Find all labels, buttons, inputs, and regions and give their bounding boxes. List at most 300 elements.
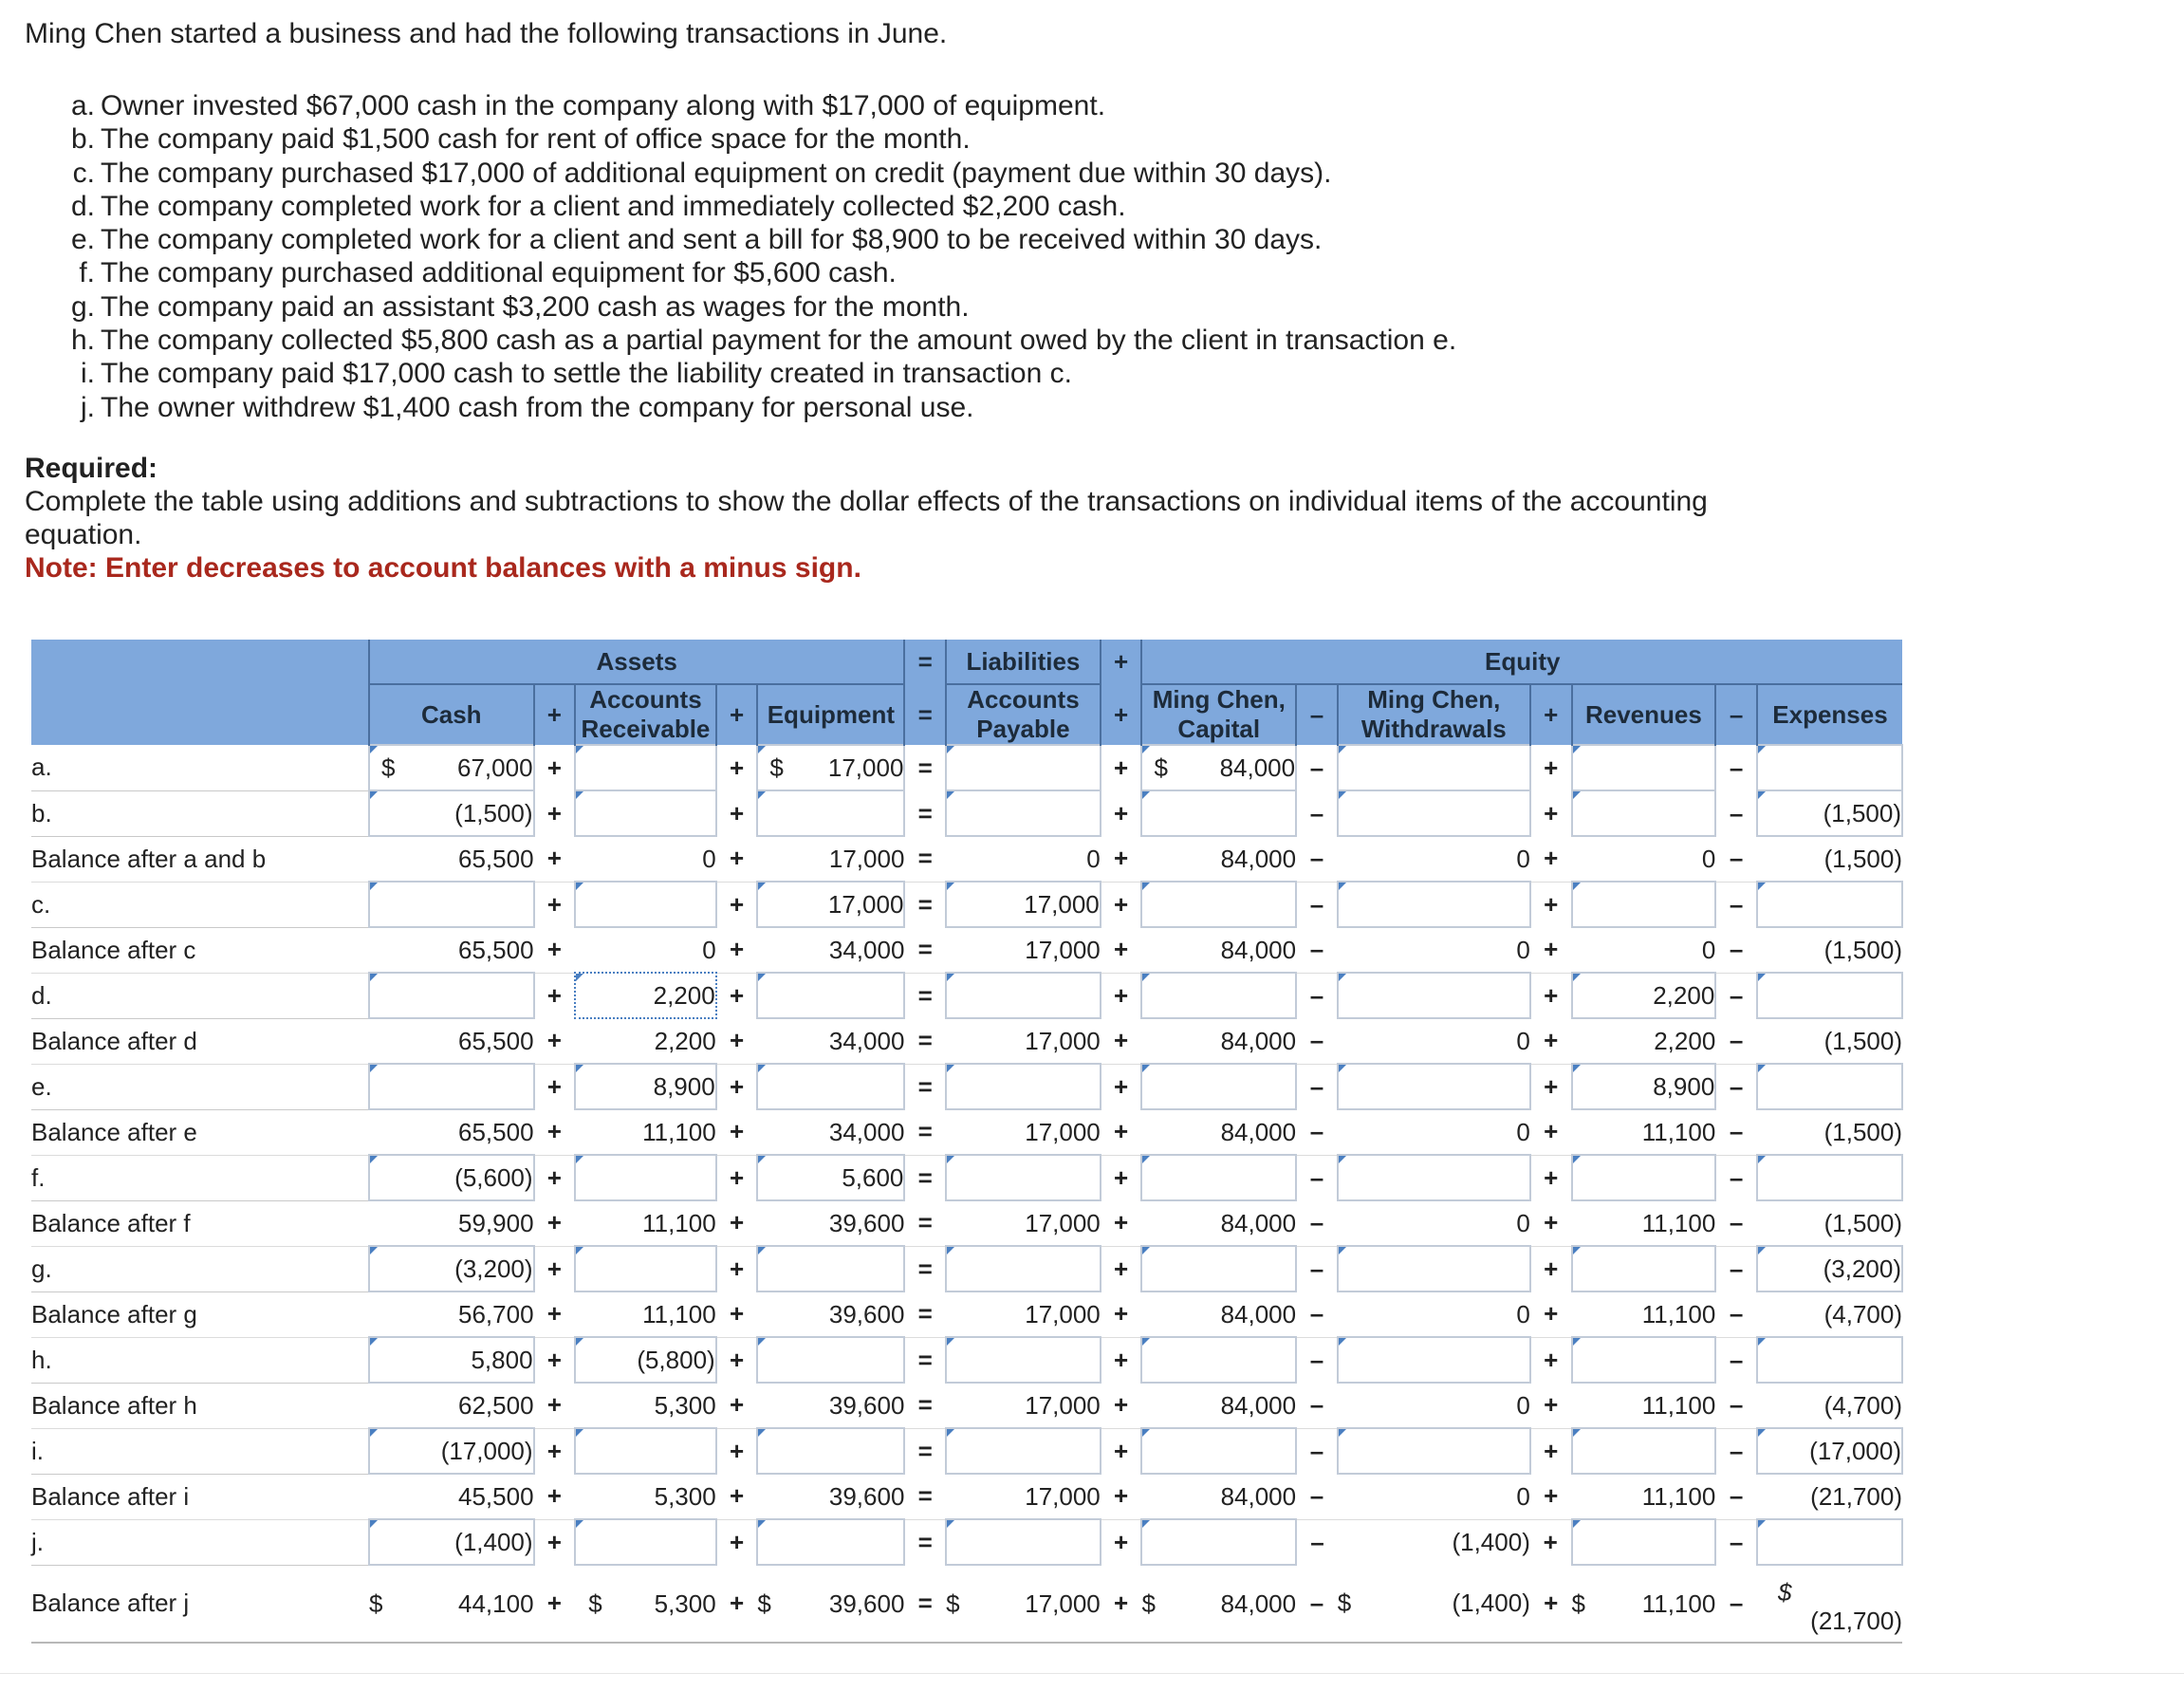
cell-ap-input[interactable] [946,973,1101,1018]
cell-eqp-input[interactable] [757,973,904,1018]
equals-symbol: = [904,1200,946,1246]
plus-symbol: + [546,1345,562,1374]
cell-expenses[interactable] [1757,973,1902,1018]
cell-ap-input[interactable] [946,745,1101,790]
cell-accounts-receivable [575,927,715,973]
header-blank [31,640,369,745]
plus-symbol: + [1530,836,1572,882]
minus-symbol: – [1309,980,1324,1010]
plus-symbol: + [1114,1162,1129,1192]
cell-currency [369,1018,408,1064]
cell-currency [1572,1474,1611,1519]
transaction-text: The company purchased $17,000 of additional equipment on credit (payment due within 30 days). [101,157,1332,189]
row-label: Balance after i [31,1474,369,1519]
plus-symbol: + [1114,1436,1129,1465]
cell-currency [946,1383,981,1428]
cell-accounts-receivable[interactable] [575,973,715,1018]
required-title: Required: [25,453,158,484]
cell-ap: 17,000 [981,1383,1101,1428]
cell-cash: 59,900 [408,1200,533,1246]
cell-currency [1141,1109,1180,1155]
transaction-letter: e. [70,224,95,256]
transaction-text: The company completed work for a client and immediately collected $2,200 cash. [101,190,1126,222]
col-ap-line1: Accounts [967,685,1080,714]
minus-symbol: – [1310,1527,1324,1556]
cell-expenses[interactable] [1757,1519,1902,1565]
cell-rev-input[interactable] [1572,745,1716,790]
cell-cash: 44,100 [408,1565,533,1643]
minus-symbol: – [1296,836,1338,882]
cell-rev: 11,100 [1611,1565,1715,1643]
plus-symbol: + [1114,1345,1129,1374]
plus-symbol: + [1114,753,1129,782]
cell-eqp: 34,000 [797,1018,905,1064]
plus-symbol: + [716,1474,758,1519]
cell-wd-input[interactable] [1338,790,1530,836]
plus-symbol: + [716,927,758,973]
cell-value: (3,200) [454,1254,533,1283]
cell-currency: $ [1338,1565,1381,1643]
row-label: j. [31,1519,369,1565]
plus-symbol: + [1101,836,1142,882]
equals-symbol: = [917,1345,933,1374]
plus-symbol: + [1543,1527,1558,1556]
cell-value: (5,600) [454,1162,533,1192]
cell-accounts-receivable [575,1383,715,1428]
transaction-item [66,89,1456,122]
plus-symbol: + [1114,980,1129,1010]
cell-value: 11,100 [642,1208,716,1237]
cell-currency: $ [946,1565,981,1643]
col-minus: – [1715,684,1757,745]
plus-symbol: + [1101,1291,1142,1337]
cell-cash-input[interactable] [369,790,534,836]
plus-symbol: + [1544,1071,1559,1101]
cell-expenses[interactable] [1757,1428,1902,1474]
cell-ap-input[interactable] [946,1428,1101,1474]
row-label: c. [31,882,369,927]
cell-expenses[interactable] [1757,790,1902,836]
table-row [31,1246,1902,1291]
transaction-letter: h. [70,325,95,357]
cell-cap: 84,000 [1181,1383,1296,1428]
table-row [31,1155,1902,1200]
cell-accounts-receivable [575,1565,715,1643]
equals-symbol: = [917,980,933,1010]
minus-symbol: – [1729,1345,1744,1374]
cell-value: 5,300 [654,1390,716,1420]
cell-cash: 62,500 [408,1383,533,1428]
transaction-item [66,391,1456,424]
cell-value: (5,800) [637,1345,715,1374]
plus-symbol: + [1114,798,1129,827]
cell-currency [1338,836,1381,882]
cell-currency [1338,1109,1381,1155]
col-revenues: Revenues [1572,684,1716,745]
plus-symbol: + [1101,927,1142,973]
plus-symbol: + [1544,798,1559,827]
equals-symbol: = [904,1018,946,1064]
currency-symbol: $ [1154,753,1168,782]
minus-symbol: – [1715,1291,1757,1337]
cell-currency [1572,836,1611,882]
cell-accounts-receivable[interactable] [575,1155,715,1200]
cell-expenses[interactable] [1757,1064,1902,1109]
cell-cap-input[interactable] [1141,1155,1296,1200]
cell-expenses [1757,836,1902,882]
cell-currency [946,1018,981,1064]
cell-currency [757,836,796,882]
cell-cash-input[interactable] [369,1428,534,1474]
row-label: Balance after d [31,1018,369,1064]
cell-currency [1141,927,1180,973]
plus-symbol: + [716,1109,758,1155]
cell-eqp-input[interactable] [757,882,904,927]
cell-eqp: 39,600 [797,1291,905,1337]
cell-accounts-receivable[interactable] [575,1428,715,1474]
col-minus: – [1296,684,1338,745]
cell-currency [369,1200,408,1246]
minus-symbol: – [1729,1162,1744,1192]
cell-ap-input[interactable] [946,1519,1101,1565]
cell-currency [1141,1291,1180,1337]
cell-eqp-input[interactable] [757,745,904,790]
row-label: h. [31,1337,369,1383]
equals-symbol: = [917,1162,933,1192]
currency-symbol: $ [1777,1578,1792,1607]
cell-wd-input[interactable] [1338,745,1530,790]
cell-expenses [1757,1291,1902,1337]
plus-symbol: + [1544,1254,1559,1283]
cell-currency [369,927,408,973]
plus-symbol: + [546,753,562,782]
cell-cap-input[interactable] [1141,1428,1296,1474]
cell-rev-input[interactable] [1572,1337,1716,1383]
cell-cash: 45,500 [408,1474,533,1519]
table-row [31,745,1902,790]
cell-currency [1572,1200,1611,1246]
cell-value: 8,900 [653,1071,715,1101]
col-cap-line1: Ming Chen, [1152,685,1286,714]
table-row [31,927,1902,973]
cell-accounts-receivable [575,836,715,882]
minus-symbol: – [1309,753,1324,782]
plus-symbol: + [534,927,576,973]
cell-wd-input[interactable] [1338,1155,1530,1200]
cell-eqp-input[interactable] [757,1519,904,1565]
minus-symbol: – [1309,889,1324,919]
cell-cap-input[interactable] [1141,790,1296,836]
cell-eqp: 39,600 [797,1474,905,1519]
cell-currency [1338,1519,1381,1565]
equals-symbol: = [917,1436,933,1465]
cell-cap-input[interactable] [1141,1337,1296,1383]
cell-cash-input[interactable] [369,973,534,1018]
transaction-item [66,357,1456,390]
plus-symbol: + [534,1291,576,1337]
cell-wd: (1,400) [1381,1565,1530,1643]
cell-ap: 17,000 [981,1018,1101,1064]
cell-wd: 0 [1381,1383,1530,1428]
cell-eqp-input[interactable] [757,1155,904,1200]
plus-symbol: + [1530,1474,1572,1519]
minus-symbol: – [1729,1071,1744,1101]
cell-rev-input[interactable] [1572,1155,1716,1200]
col-equipment: Equipment [757,684,904,745]
cell-expenses [1757,1018,1902,1064]
cell-currency [946,1291,981,1337]
cell-accounts-receivable[interactable] [575,882,715,927]
minus-symbol: – [1729,1436,1744,1465]
equals-symbol: = [917,889,933,919]
cell-wd: 0 [1381,1018,1530,1064]
row-label: Balance after a and b [31,836,369,882]
plus-symbol: + [546,1071,562,1101]
minus-symbol: – [1309,798,1324,827]
row-label: Balance after e [31,1109,369,1155]
row-label: d. [31,973,369,1018]
cell-rev: 11,100 [1611,1200,1715,1246]
plus-symbol: + [546,1254,562,1283]
col-withdrawals [1338,684,1530,745]
header-equity: Equity [1141,640,1902,684]
cell-cap-input[interactable] [1141,745,1296,790]
cell-currency: $ [1141,1565,1180,1643]
table-row [31,836,1902,882]
plus-symbol: + [729,1436,745,1465]
header-group-row [31,640,1902,684]
transaction-list [66,89,1456,424]
cell-cash: 65,500 [408,1109,533,1155]
cell-value: 5,300 [654,1589,716,1618]
cell-cash-input[interactable] [369,745,534,790]
minus-symbol: – [1715,1018,1757,1064]
transaction-text: The company paid $17,000 cash to settle the liability created in transaction c. [101,358,1072,390]
cell-cap-input[interactable] [1141,973,1296,1018]
cell-rev-input[interactable] [1572,1246,1716,1291]
plus-symbol: + [729,1071,745,1101]
minus-symbol: – [1715,836,1757,882]
cell-wd-input[interactable] [1338,1337,1530,1383]
cell-rev-input[interactable] [1572,1064,1716,1109]
cell-expenses[interactable] [1757,1246,1902,1291]
cell-ap-input[interactable] [946,1246,1101,1291]
cell-value: (17,000) [440,1436,533,1465]
cell-currency [369,1109,408,1155]
cell-currency [1572,1109,1611,1155]
plus-symbol: + [1101,1565,1142,1643]
table-row [31,1474,1902,1519]
plus-symbol: + [546,798,562,827]
cell-cap-input[interactable] [1141,1519,1296,1565]
cell-wd: 0 [1381,1200,1530,1246]
row-label: Balance after h [31,1383,369,1428]
cell-value: 2,200 [653,980,715,1010]
cell-rev: 11,100 [1611,1109,1715,1155]
cell-ap-input[interactable] [946,1155,1101,1200]
cell-accounts-receivable[interactable] [575,745,715,790]
cell-expenses [1757,1383,1902,1428]
cell-rev-input[interactable] [1572,1428,1716,1474]
cell-cash-input[interactable] [369,1337,534,1383]
cell-accounts-receivable [575,1018,715,1064]
minus-symbol: – [1729,980,1744,1010]
col-plus: + [1101,684,1142,745]
cell-rev-input[interactable] [1572,973,1716,1018]
cell-cap: 84,000 [1181,1018,1296,1064]
transaction-text: Owner invested $67,000 cash in the company along with $17,000 of equipment. [101,90,1106,121]
equals-symbol: = [904,836,946,882]
cell-ap-input[interactable] [946,790,1101,836]
minus-symbol: – [1309,1162,1324,1192]
cell-rev-input[interactable] [1572,882,1716,927]
currency-symbol: $ [380,753,396,782]
cell-expenses [1757,1474,1902,1519]
cell-ap-input[interactable] [946,1064,1101,1109]
cell-accounts-receivable[interactable] [575,1519,715,1565]
transaction-item [66,157,1456,190]
cell-expenses[interactable] [1757,745,1902,790]
cell-eqp-input[interactable] [757,1428,904,1474]
cell-ap-input[interactable] [946,882,1101,927]
cell-eqp-input[interactable] [757,1246,904,1291]
cell-currency [946,1474,981,1519]
cell-rev: 11,100 [1611,1291,1715,1337]
cell-eqp-input[interactable] [757,1337,904,1383]
cell-wd-input[interactable] [1338,1428,1530,1474]
cell-cash-input[interactable] [369,1246,534,1291]
cell-cash: 56,700 [408,1291,533,1337]
cell-value: 5,800 [471,1345,533,1374]
cell-eqp: 39,600 [797,1200,905,1246]
col-accounts-receivable [575,684,715,745]
equals-symbol: = [904,1291,946,1337]
cell-value: (1,400) [454,1527,533,1556]
cell-accounts-receivable[interactable] [575,1064,715,1109]
minus-symbol: – [1715,927,1757,973]
cell-rev: 11,100 [1611,1383,1715,1428]
plus-symbol: + [546,1436,562,1465]
cell-cash-input[interactable] [369,1519,534,1565]
plus-symbol: + [1114,1254,1129,1283]
cell-cash-input[interactable] [369,1155,534,1200]
plus-symbol: + [1530,1200,1572,1246]
cell-expenses[interactable] [1757,882,1902,927]
cell-value: (3,200) [1823,1254,1901,1283]
cell-value: (1,500) [1823,844,1902,873]
row-label: Balance after f [31,1200,369,1246]
cell-value: (21,700) [1810,1481,1902,1511]
cell-value: 17,000 [1024,889,1100,919]
cell-currency [1572,1291,1611,1337]
cell-expenses [1757,1109,1902,1155]
plus-symbol: + [1101,1018,1142,1064]
cell-cash-input[interactable] [369,1064,534,1109]
minus-symbol: – [1296,1291,1338,1337]
table-row [31,1291,1902,1337]
transaction-letter: f. [79,257,95,289]
plus-symbol: + [716,1200,758,1246]
row-label: i. [31,1428,369,1474]
currency-symbol: $ [588,1589,602,1618]
cell-accounts-receivable [575,1200,715,1246]
minus-symbol: – [1729,798,1744,827]
cell-value: (4,700) [1823,1390,1902,1420]
cell-cash: 65,500 [408,1018,533,1064]
table-row [31,790,1902,836]
cell-currency [1338,927,1381,973]
transaction-letter: j. [81,391,95,423]
cell-value: 84,000 [1219,753,1296,782]
cell-eqp-input[interactable] [757,1064,904,1109]
minus-symbol: – [1715,1200,1757,1246]
table-row [31,1383,1902,1428]
cell-cap-input[interactable] [1141,1246,1296,1291]
cell-value: (1,500) [1823,1117,1902,1146]
transaction-letter: g. [70,290,95,323]
cell-accounts-receivable[interactable] [575,1246,715,1291]
equals-symbol: = [917,1254,933,1283]
minus-symbol: – [1729,889,1744,919]
cell-wd-input[interactable] [1338,973,1530,1018]
cell-currency [757,1018,796,1064]
cell-currency [946,1109,981,1155]
cell-currency [1572,1018,1611,1064]
cell-wd-input[interactable] [1338,1064,1530,1109]
plus-symbol: + [1530,1383,1572,1428]
col-ap-line2: Payable [976,715,1070,743]
cell-wd-input[interactable] [1338,1246,1530,1291]
transaction-item [66,256,1456,289]
plus-symbol: + [1530,1109,1572,1155]
table-row [31,1519,1902,1565]
cell-rev-input[interactable] [1572,790,1716,836]
cell-value: (4,700) [1823,1299,1902,1329]
cell-cap-input[interactable] [1141,1064,1296,1109]
col-cap-line2: Capital [1177,715,1261,743]
cell-rev: 0 [1611,836,1715,882]
table-row [31,973,1902,1018]
intro-text: Ming Chen started a business and had the following transactions in June. [25,18,948,49]
cell-eqp: 17,000 [797,836,905,882]
cell-ap: 0 [981,836,1101,882]
minus-symbol: – [1729,1254,1744,1283]
cell-wd: 0 [1381,1291,1530,1337]
cell-cap-input[interactable] [1141,882,1296,927]
cell-expenses[interactable] [1757,1155,1902,1200]
col-ar-line2: Receivable [581,715,711,743]
cell-value: 2,200 [1653,980,1715,1010]
cell-accounts-receivable[interactable] [575,1337,715,1383]
cell-accounts-receivable[interactable] [575,790,715,836]
cell-wd-input[interactable] [1338,882,1530,927]
cell-expenses[interactable] [1757,1337,1902,1383]
table-row [31,1565,1902,1643]
plus-symbol: + [1101,1383,1142,1428]
row-label: e. [31,1064,369,1109]
plus-symbol: + [534,1565,576,1643]
cell-cash-input[interactable] [369,882,534,927]
cell-currency [1338,1018,1381,1064]
cell-rev-input[interactable] [1572,1519,1716,1565]
cell-currency [369,1291,408,1337]
cell-currency [757,1474,796,1519]
transaction-letter: i. [81,358,95,390]
plus-symbol: + [729,889,745,919]
plus-symbol: + [534,1474,576,1519]
cell-eqp-input[interactable] [757,790,904,836]
cell-ap-input[interactable] [946,1337,1101,1383]
